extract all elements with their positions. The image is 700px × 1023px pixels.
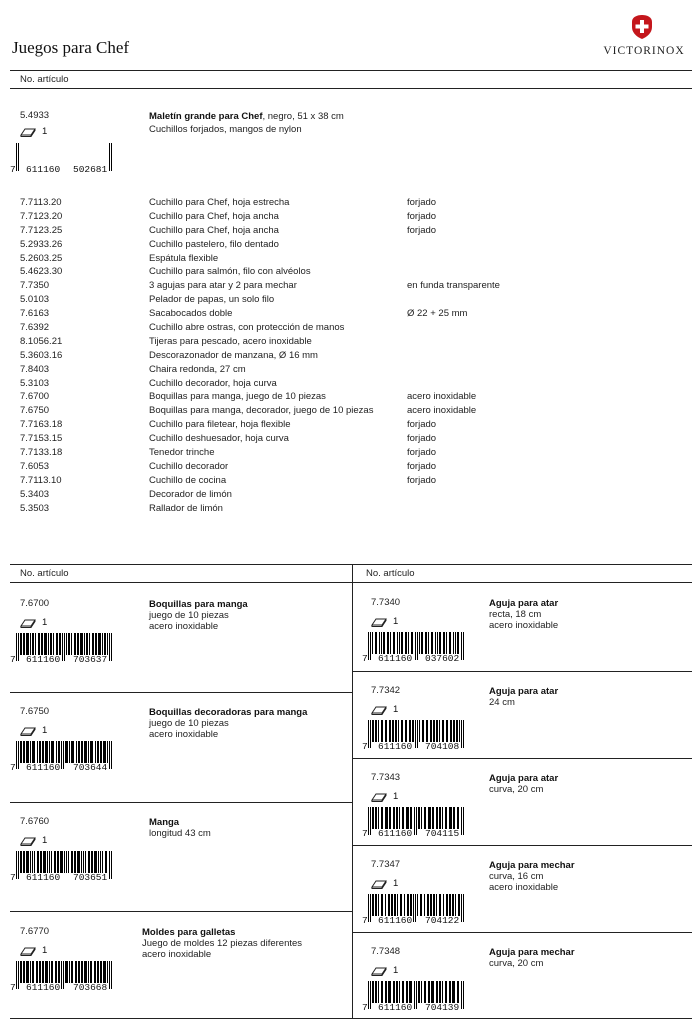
barcode-digits-b: 703651 (73, 872, 108, 883)
list-item (20, 474, 580, 488)
main-item-desc: Cuchillos forjados, mangos de nylon (149, 124, 302, 135)
item-desc: Sacabocados doble (149, 308, 233, 320)
item-desc: Tijeras para pescado, acero inoxidable (149, 335, 312, 347)
item-desc: Cuchillo pastelero, filo dentado (149, 238, 279, 250)
item-note: forjado (407, 474, 437, 486)
item-code: 5.3403 (20, 488, 50, 500)
item-desc: Espátula flexible (149, 252, 219, 264)
pack-qty-value: 1 (393, 704, 399, 715)
list-item (20, 307, 580, 321)
barcode-digits-a: 611160 (378, 653, 413, 664)
item-detail: curva, 16 cm (489, 871, 544, 882)
barcode-digit-first: 7 (362, 1002, 368, 1013)
barcode-digits-b: 037602 (425, 653, 460, 664)
section-divider (352, 758, 692, 759)
item-desc: Cuchillo deshuesador, hoja curva (149, 433, 289, 445)
item-code: 5.0103 (20, 294, 50, 306)
pack-qty-value: 1 (393, 791, 399, 802)
list-item (20, 293, 580, 307)
section-divider (352, 671, 692, 672)
pack-qty-value: 1 (393, 616, 399, 627)
item-code: 5.4623.30 (20, 266, 63, 278)
barcode-digits-b: 704115 (425, 828, 460, 839)
item-code: 5.3103 (20, 377, 50, 389)
section-divider (10, 911, 352, 912)
list-item (20, 363, 580, 377)
item-note: Ø 22 + 25 mm (407, 308, 468, 320)
list-item (20, 460, 580, 474)
item-code: 7.6750 (20, 706, 50, 717)
contents-list (20, 196, 580, 515)
barcode-digit-first: 7 (10, 982, 16, 993)
lower-top-rule (10, 564, 692, 565)
barcode (362, 720, 466, 752)
section-divider (352, 845, 692, 846)
package-icon (371, 966, 387, 976)
column-label-left: No. artículo (20, 568, 69, 579)
pack-qty-value: 1 (42, 945, 48, 956)
item-desc: Cuchillo abre ostras, con protección de manos (149, 322, 345, 334)
barcode-digits-a: 611160 (378, 1002, 413, 1013)
list-item (20, 279, 580, 293)
item-detail: acero inoxidable (489, 882, 559, 893)
item-code: 7.7133.18 (20, 447, 63, 459)
item-desc: Cuchillo para filetear, hoja flexible (149, 419, 291, 431)
item-note: forjado (407, 419, 437, 431)
barcode-digits-b: 703637 (73, 654, 108, 665)
barcode-digit-first: 7 (362, 741, 368, 752)
barcode-digits-a: 611160 (378, 915, 413, 926)
barcode-digits-b: 703668 (73, 982, 108, 993)
item-code: 7.7348 (371, 946, 401, 957)
list-item (20, 446, 580, 460)
list-item (20, 502, 580, 516)
item-code: 7.7123.20 (20, 210, 63, 222)
item-note: acero inoxidable (407, 405, 477, 417)
item-code: 7.7347 (371, 859, 401, 870)
pack-qty-value: 1 (393, 878, 399, 889)
item-detail: acero inoxidable (142, 949, 212, 960)
item-desc: 3 agujas para atar y 2 para mechar (149, 280, 297, 292)
item-desc: Cuchillo decorador, hoja curva (149, 377, 277, 389)
barcode-digits-a: 611160 (26, 872, 61, 883)
barcode-digits-b: 704122 (425, 915, 460, 926)
barcode-digit-first: 7 (10, 872, 16, 883)
item-detail: acero inoxidable (149, 621, 219, 632)
barcode (10, 143, 114, 175)
barcode-digits-a: 611160 (378, 741, 413, 752)
package-icon (20, 946, 36, 956)
package-icon (371, 792, 387, 802)
pack-qty-value: 1 (42, 126, 48, 137)
item-code: 5.3503 (20, 502, 50, 514)
column-label-top: No. artículo (20, 74, 69, 85)
item-name: Aguja para atar (489, 686, 559, 697)
brand-logo (596, 14, 692, 64)
list-item (20, 404, 580, 418)
list-item (20, 488, 580, 502)
pack-qty-value: 1 (42, 617, 48, 628)
list-item (20, 377, 580, 391)
barcode (362, 807, 466, 839)
barcode-digits-b: 502681 (73, 164, 108, 175)
item-code: 7.7123.25 (20, 224, 63, 236)
item-note: forjado (407, 460, 437, 472)
item-note: forjado (407, 447, 437, 459)
item-name: Boquillas para manga (149, 599, 248, 610)
list-item (20, 335, 580, 349)
pack-qty-value: 1 (42, 835, 48, 846)
item-code: 7.7163.18 (20, 419, 63, 431)
item-desc: Descorazonador de manzana, Ø 16 mm (149, 349, 318, 361)
item-code: 7.6760 (20, 816, 50, 827)
item-desc: Chaira redonda, 27 cm (149, 363, 246, 375)
item-detail: juego de 10 piezas (149, 610, 229, 621)
item-desc: Cuchillo de cocina (149, 474, 227, 486)
item-detail: Juego de moldes 12 piezas diferentes (142, 938, 303, 949)
barcode-digits-b: 704139 (425, 1002, 460, 1013)
barcode (10, 741, 114, 773)
package-icon (371, 705, 387, 715)
barcode-digit-first: 7 (10, 164, 16, 175)
barcode-digits-a: 611160 (26, 654, 61, 665)
barcode (362, 894, 466, 926)
item-code: 7.6392 (20, 322, 50, 334)
item-code: 7.7340 (371, 597, 401, 608)
item-name: Aguja para atar (489, 773, 559, 784)
lower-header-rule (10, 582, 692, 583)
item-desc: Tenedor trinche (149, 447, 215, 459)
section-divider (10, 692, 352, 693)
item-note: forjado (407, 197, 437, 208)
barcode-digits-a: 611160 (26, 982, 61, 993)
item-note: acero inoxidable (407, 391, 477, 403)
item-desc: Pelador de papas, un solo filo (149, 294, 275, 306)
item-code: 5.3603.16 (20, 349, 63, 361)
barcode (10, 961, 114, 993)
bottom-rule (10, 1018, 692, 1019)
brand-name: VICTORINOX (603, 45, 685, 57)
victorinox-cross-shield-icon (630, 14, 654, 40)
barcode-digits-a: 611160 (26, 762, 61, 773)
item-code: 7.7113.10 (20, 474, 62, 486)
item-code: 7.7343 (371, 772, 401, 783)
package-icon (371, 617, 387, 627)
item-code: 7.8403 (20, 363, 50, 375)
package-icon (20, 836, 36, 846)
item-code: 8.1056.21 (20, 335, 63, 347)
list-item (20, 238, 580, 252)
main-item-title (149, 112, 344, 123)
list-item (20, 252, 580, 266)
package-icon (20, 726, 36, 736)
barcode (10, 633, 114, 665)
item-desc: Boquillas para manga, juego de 10 piezas (149, 391, 326, 403)
list-item (20, 390, 580, 404)
item-code: 5.2603.25 (20, 252, 63, 264)
item-desc: Cuchillo decorador (149, 460, 229, 472)
list-item (20, 418, 580, 432)
item-name: Aguja para mechar (489, 860, 575, 871)
main-item-code: 5.4933 (20, 110, 50, 121)
item-detail: curva, 20 cm (489, 784, 544, 795)
section-divider (10, 802, 352, 803)
package-icon (20, 127, 36, 137)
barcode-digits-a: 611160 (378, 828, 413, 839)
item-desc: Boquillas para manga, decorador, juego de 10 piezas (149, 405, 374, 417)
top-header-rule (10, 88, 692, 89)
item-desc: Decorador de limón (149, 488, 232, 500)
column-label-right: No. artículo (366, 568, 415, 579)
item-code: 7.7350 (20, 280, 50, 292)
item-name: Manga (149, 817, 180, 828)
item-name: Boquillas decoradoras para manga (149, 707, 308, 718)
item-detail: longitud 43 cm (149, 828, 211, 839)
list-item (20, 432, 580, 446)
item-detail: acero inoxidable (149, 729, 219, 740)
barcode (10, 851, 114, 883)
list-item (20, 321, 580, 335)
package-icon (371, 879, 387, 889)
top-rule (10, 70, 692, 71)
barcode (362, 632, 466, 664)
item-desc: Cuchillo para salmón, filo con alvéolos (149, 266, 311, 278)
item-name: Moldes para galletas (142, 927, 236, 938)
item-detail: juego de 10 piezas (149, 718, 229, 729)
item-code: 7.7113.20 (20, 197, 62, 208)
list-item (20, 210, 580, 224)
item-code: 5.2933.26 (20, 238, 63, 250)
barcode-digit-first: 7 (10, 654, 16, 665)
item-code: 7.7153.15 (20, 433, 63, 445)
item-detail: curva, 20 cm (489, 958, 544, 969)
barcode-digit-first: 7 (10, 762, 16, 773)
list-item (20, 224, 580, 238)
column-divider (352, 564, 353, 1019)
item-code: 7.6700 (20, 391, 50, 403)
item-code: 7.6053 (20, 460, 50, 472)
item-note: forjado (407, 210, 437, 222)
item-code: 7.7342 (371, 685, 401, 696)
item-name: Aguja para atar (489, 598, 559, 609)
list-item (20, 349, 580, 363)
item-detail: 24 cm (489, 697, 515, 708)
list-item (20, 196, 580, 210)
item-desc: Cuchillo para Chef, hoja ancha (149, 224, 279, 236)
item-code: 7.6163 (20, 308, 50, 320)
item-code: 7.6750 (20, 405, 50, 417)
page-title: Juegos para Chef (12, 38, 130, 57)
item-desc: Cuchillo para Chef, hoja ancha (149, 210, 279, 222)
item-note: en funda transparente (407, 280, 500, 292)
item-code: 7.6700 (20, 598, 50, 609)
barcode-digits-b: 703644 (73, 762, 108, 773)
item-desc: Cuchillo para Chef, hoja estrecha (149, 197, 290, 208)
list-item (20, 265, 580, 279)
item-code: 7.6770 (20, 926, 50, 937)
main-item-name: Maletín grande para Chef (149, 111, 263, 122)
barcode (362, 981, 466, 1013)
item-detail: acero inoxidable (489, 620, 559, 631)
item-note: forjado (407, 224, 437, 236)
package-icon (20, 618, 36, 628)
barcode-digits-b: 704108 (425, 741, 460, 752)
section-divider (352, 932, 692, 933)
item-desc: Rallador de limón (149, 502, 223, 514)
main-item-name-suffix: , negro, 51 x 38 cm (262, 111, 344, 122)
barcode-digit-first: 7 (362, 915, 368, 926)
barcode-digit-first: 7 (362, 828, 368, 839)
item-detail: recta, 18 cm (489, 609, 542, 620)
pack-qty-value: 1 (42, 725, 48, 736)
item-note: forjado (407, 433, 437, 445)
barcode-digits-a: 611160 (26, 164, 61, 175)
barcode-digit-first: 7 (362, 653, 368, 664)
item-name: Aguja para mechar (489, 947, 575, 958)
pack-qty-value: 1 (393, 965, 399, 976)
